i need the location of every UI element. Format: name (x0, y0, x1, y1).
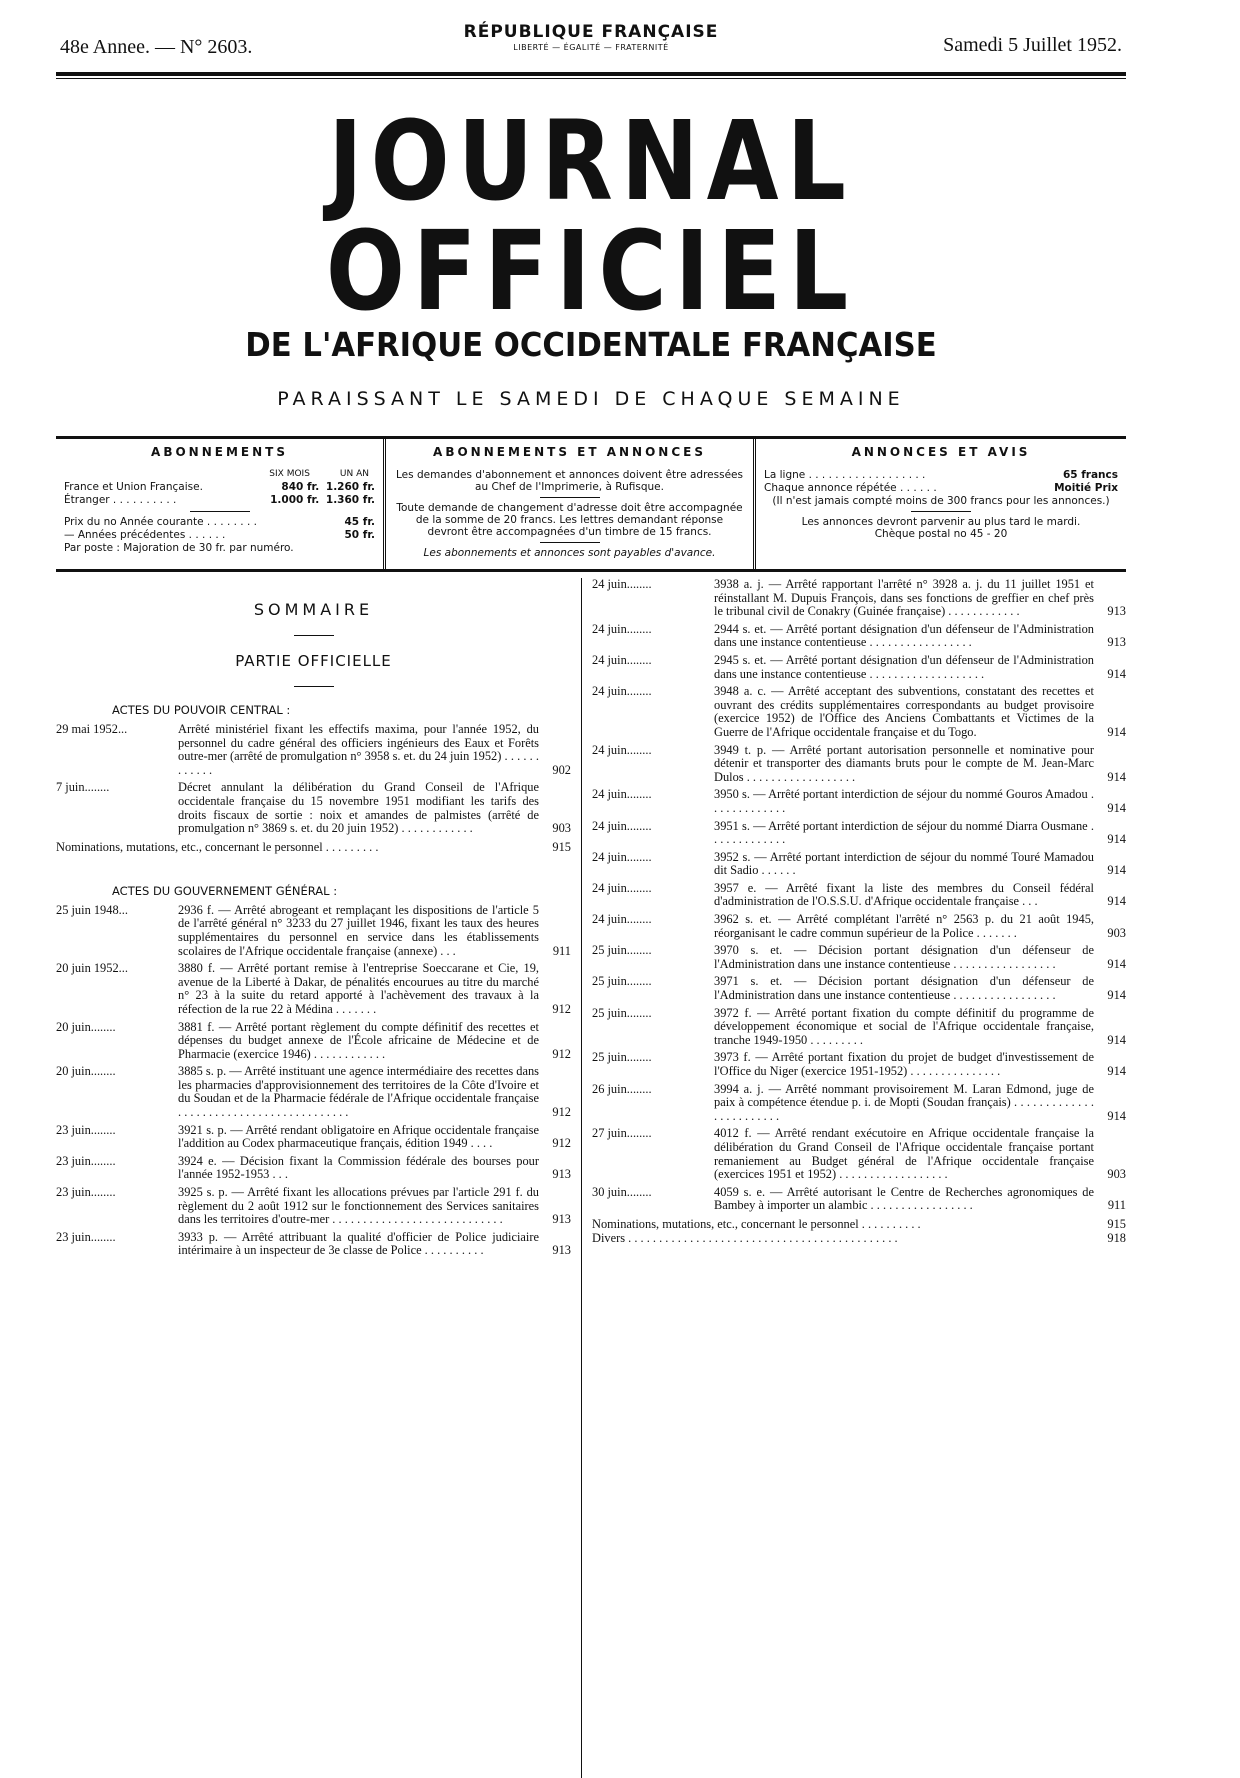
summary-entry (592, 1127, 1126, 1181)
divider (190, 511, 250, 512)
masthead-title: JOURNAL OFFICIEL (325, 97, 857, 335)
summary-title: SOMMAIRE (253, 600, 374, 619)
summary-entry (592, 882, 1126, 909)
top-header (56, 20, 1126, 70)
ads-note: (Il n'est jamais compté moins de 300 francs pour les annonces.) (772, 495, 1110, 507)
summary-entry (592, 744, 1126, 785)
subscription-box (56, 436, 1126, 572)
summary-entry (592, 1186, 1126, 1213)
summary-entry (592, 1007, 1126, 1048)
ads-title: ANNONCES ET AVIS (851, 445, 1031, 459)
summary-entry (56, 962, 571, 1016)
central-power-list (56, 723, 571, 836)
ads-postal: Chèque postal no 45 - 20 (874, 528, 1008, 540)
entry-date: 24 juin........ (592, 787, 652, 802)
summary-entry (592, 685, 1126, 739)
entry-page: 903 (552, 821, 571, 836)
entry-page: 911 (552, 943, 571, 958)
summary-entry (592, 1051, 1126, 1078)
part-title: PARTIE OFFICIELLE (235, 652, 392, 670)
subscription-row: Étranger . . . . . . . . . . 1.000 fr. 1.360 fr. (64, 494, 375, 506)
entry-page: 913 (1107, 604, 1126, 619)
entry-date: 24 juin........ (592, 880, 652, 895)
entry-date: 23 juin........ (56, 1229, 116, 1244)
summary-entry (592, 578, 1126, 619)
entry-date: 24 juin........ (592, 849, 652, 864)
divers-line: Divers . . . . . . . . . . . . . . . . . . . . . . . . . . . . . . . . . . . . . . . . . . . . 918 (592, 1230, 1126, 1245)
entry-date: 27 juin........ (592, 1126, 652, 1141)
entry-date: 29 mai 1952... (56, 722, 128, 736)
ads-column (756, 439, 1126, 569)
entry-page: 912 (552, 1105, 571, 1120)
entry-page: 903 (1107, 1167, 1126, 1182)
republic-motto: LIBERTÉ — ÉGALITÉ — FRATERNITÉ (513, 43, 669, 52)
summary-entry (592, 1083, 1126, 1124)
entry-page: 913 (552, 1167, 571, 1182)
entry-page: 912 (552, 1001, 571, 1016)
entry-page: 913 (552, 1243, 571, 1258)
entry-page: 914 (1107, 988, 1126, 1003)
entry-date: 25 juin........ (592, 974, 652, 989)
header-rule (56, 72, 1126, 76)
entry-page: 912 (552, 1136, 571, 1151)
entry-date: 26 juin........ (592, 1081, 652, 1096)
entry-text: 3933 p. — Arrêté attribuant la qualité d'officier de Police judiciaire intérimaire à un inspecteur de 3e classe de Police . . . . . . . . . . (178, 1229, 539, 1258)
entry-page: 914 (1107, 666, 1126, 681)
entry-text: 3880 f. — Arrêté portant remise à l'entreprise Soeccarane et Cie, 19, avenue de la Liberté à Dakar, de pénalités encourues au titre du marché n° 23 à la suite du retard apporté à l'achèvement des travaux à la réfection de la rue 22 à Médina . . . . . . . (178, 961, 539, 1016)
issue-number: 48e Annee. — N° 2603. (60, 36, 253, 58)
entry-page: 911 (1107, 1198, 1126, 1213)
summary-entry (592, 851, 1126, 878)
entry-text: 2936 f. — Arrêté abrogeant et remplaçant les dispositions de l'article 5 de l'arrêté général n° 3233 du 27 juillet 1946, fixant les taux des heures supplémentaires du personnel en service dans les établissements scolaires de l'Afrique occidentale française (annexe) . . . (178, 902, 539, 958)
entry-text: Décret annulant la délibération du Grand Conseil de l'Afrique occidentale française du 15 novembre 1951 modifiant les tarifs des droits fiscaux de sortie : noix et amandes de palmistes (arrêté de promulgation n° 3869 s. et. du 20 juin 1952) . . . . . . . . . . . . (178, 780, 539, 836)
summary-entry (592, 975, 1126, 1002)
entry-date: 23 juin........ (56, 1153, 116, 1168)
summary-entry (592, 788, 1126, 815)
subscription-col-headers (64, 469, 375, 479)
entry-date: 23 juin........ (56, 1122, 116, 1137)
entry-date: 24 juin........ (592, 684, 652, 699)
summary-entry (592, 654, 1126, 681)
ads-deadline: Les annonces devront parvenir au plus tard le mardi. (801, 516, 1081, 528)
ads-line-price: La ligne . . . . . . . . . . . . . . . . . . 65 francs (764, 469, 1118, 481)
entry-text: 3971 s. et. — Décision portant désignation d'un défenseur de l'Administration dans une instance contentieuse . . . . . . . . . . . . . . . . . (714, 974, 1094, 1003)
entry-text: 3957 e. — Arrêté fixant la liste des membres du Conseil fédéral d'administration de l'O.S.S.U. d'Afrique occidentale française . . . (714, 880, 1094, 909)
entry-date: 20 juin........ (56, 1064, 116, 1079)
entry-date: 25 juin........ (592, 943, 652, 958)
left-column (56, 578, 581, 1778)
ads-repeat-price: Chaque annonce répétée . . . . . . Moitié Prix (764, 482, 1118, 494)
summary-entry (56, 723, 571, 777)
entry-date: 24 juin........ (592, 577, 652, 591)
entry-page: 913 (552, 1212, 571, 1227)
entry-page: 913 (1107, 635, 1126, 650)
subs-ads-line1: Les demandes d'abonnement et annonces doivent être adressées au Chef de l'Imprimerie, à Rufisque. (396, 469, 743, 493)
entry-page: 903 (1107, 925, 1126, 940)
summary-entry (592, 623, 1126, 650)
entry-text: 3951 s. — Arrêté portant interdiction de séjour du nommé Diarra Ousmane . . . . . . . . . . . . . (714, 818, 1094, 847)
entry-text: 3948 a. c. — Arrêté acceptant des subventions, constatant des recettes et ouvrant des crédits supplémentaires correspondants au budget provisoire (exercice 1952) de l'Office des Anciens Combattants et Victimes de la Guerre de l'Afrique occidentale française et du Togo. (714, 684, 1094, 739)
entry-page: 914 (1107, 1108, 1126, 1123)
masthead-subtitle: DE L'AFRIQUE OCCIDENTALE FRANÇAISE (245, 325, 937, 364)
col-six-months: SIX MOIS (269, 469, 310, 479)
entry-text: 3921 s. p. — Arrêté rendant obligatoire en Afrique occidentale française l'addition au Codex pharmaceutique français, édition 1949 . . . . (178, 1122, 539, 1151)
subscriptions-column (56, 439, 386, 569)
summary-entry (592, 913, 1126, 940)
divider (540, 497, 600, 498)
masthead-tagline: PARAISSANT LE SAMEDI DE CHAQUE SEMAINE (277, 388, 905, 410)
entry-date: 24 juin........ (592, 912, 652, 927)
entry-text: 3972 f. — Arrêté portant fixation du compte définitif du programme de développement économique et social de l'Afrique occidentale française, tranche 1949-1950 . . . . . . . . . (714, 1005, 1094, 1047)
nominations-line: Nominations, mutations, etc., concernant le personnel . . . . . . . . . 915 (56, 839, 571, 854)
right-entries-list (592, 578, 1126, 1213)
postal-surcharge: Par poste : Majoration de 30 fr. par numéro. (64, 542, 294, 554)
entry-text: 3962 s. et. — Arrêté complétant l'arrêté n° 2563 p. du 21 août 1945, réorganisant le cadre commun supérieur de la Police . . . . . . . (714, 912, 1094, 940)
entry-text: 4012 f. — Arrêté rendant exécutoire en Afrique occidentale française la délibération du Grand Conseil de l'Afrique occidentale française portant remaniement au Budget général de l'Afrique occidentale française (exercices 1951 et 1952) . . . . . . . . . . . . . . . . . . (714, 1126, 1094, 1182)
summary-entry (592, 944, 1126, 971)
entry-date: 24 juin........ (592, 818, 652, 833)
entry-text: 3885 s. p. — Arrêté instituant une agence intermédiaire des recettes dans les pharmacies d'approvisionnement des territoires de la Côte d'Ivoire et du Soudan et de la Pharmacie fédérale de l'Afrique occidentale française . . . . . . . . . . . . . . . . . . . . . . . . . . . . (178, 1064, 539, 1120)
summary-entry (56, 904, 571, 958)
subs-ads-column (386, 439, 756, 569)
header-rule-thin (56, 78, 1126, 79)
divider (294, 686, 334, 687)
entry-date: 23 juin........ (56, 1185, 116, 1200)
entry-date: 25 juin 1948... (56, 902, 128, 917)
entry-date: 25 juin........ (592, 1050, 652, 1065)
entry-date: 7 juin........ (56, 780, 110, 795)
entry-page: 912 (552, 1046, 571, 1061)
subscriptions-title: ABONNEMENTS (151, 445, 288, 459)
price-current: Prix du no Année courante . . . . . . . . 45 fr. (64, 516, 375, 528)
entry-page: 914 (1107, 894, 1126, 909)
entry-text: 2945 s. et. — Arrêté portant désignation d'un défenseur de l'Administration dans une instance contentieuse . . . . . . . . . . . . . . . . . . . (714, 652, 1094, 681)
issue-date: Samedi 5 Juillet 1952. (943, 34, 1122, 56)
summary-entry (56, 1065, 571, 1119)
entry-text: 3949 t. p. — Arrêté portant autorisation personnelle et nominative pour détenir et transporter des diamants bruts pour le compte de M. Jean-Marc Dulos . . . . . . . . . . . . . . . . . . (714, 742, 1094, 784)
entry-page: 914 (1107, 800, 1126, 815)
summary-entry (56, 781, 571, 835)
entry-page: 902 (552, 762, 571, 777)
entry-date: 20 juin........ (56, 1019, 116, 1034)
entry-date: 24 juin........ (592, 621, 652, 636)
nominations-line: Nominations, mutations, etc., concernant le personnel . . . . . . . . . . 915 (592, 1216, 1126, 1231)
summary-entry (56, 1124, 571, 1151)
entry-text: 3938 a. j. — Arrêté rapportant l'arrêté n° 3928 a. j. du 11 juillet 1951 et réinstallant M. Dupuis François, dans ses fonctions de greffier en chef près le tribunal civil de Conakry (Guinée française) . . . . . . . . . . . . (714, 577, 1094, 619)
summary-entry (56, 1231, 571, 1258)
divider (294, 635, 334, 636)
entry-date: 30 juin........ (592, 1184, 652, 1199)
subscription-row: France et Union Française. 840 fr. 1.260 fr. (64, 481, 375, 493)
entry-page: 914 (1107, 863, 1126, 878)
summary-entry (56, 1186, 571, 1227)
entry-page: 914 (1107, 1064, 1126, 1078)
journal-page (56, 20, 1126, 1720)
entry-text: Arrêté ministériel fixant les effectifs maxima, pour l'année 1952, du personnel du cadre général des officiers ingénieurs des Eaux et Forêts outre-mer (arrêté de promulgation n° 3958 s. et. du 24 juin 1952) . . . . . . . . . . . . (178, 722, 539, 777)
section-general-government: ACTES DU GOUVERNEMENT GÉNÉRAL : (112, 883, 338, 898)
summary-entry (592, 820, 1126, 847)
subs-ads-line3: Les abonnements et annonces sont payables d'avance. (423, 547, 716, 559)
entry-text: 3994 a. j. — Arrêté nommant provisoirement M. Laran Edmond, juge de paix à compétence étendue p. i. de Mopti (Soudan français) . . . . . . . . . . . . . . . . . . . . . . . . (714, 1081, 1094, 1123)
summary-entry (56, 1155, 571, 1182)
entry-text: 3924 e. — Décision fixant la Commission fédérale des bourses pour l'année 1952-1953 . . . (178, 1153, 539, 1182)
divider (911, 511, 971, 512)
entry-page: 914 (1107, 956, 1126, 971)
entry-text: 3950 s. — Arrêté portant interdiction de séjour du nommé Gouros Amadou . . . . . . . . . . . . . (714, 787, 1094, 815)
col-one-year: UN AN (339, 469, 369, 479)
summary-body (56, 578, 1126, 1778)
entry-date: 20 juin 1952... (56, 961, 128, 976)
entry-text: 4059 s. e. — Arrêté autorisant le Centre de Recherches agronomiques de Bambey à importer un alambic . . . . . . . . . . . . . . . . . (714, 1184, 1094, 1213)
section-central-power: ACTES DU POUVOIR CENTRAL : (112, 703, 291, 717)
general-government-list (56, 904, 571, 1258)
entry-text: 2944 s. et. — Arrêté portant désignation d'un défenseur de l'Administration dans une instance contentieuse . . . . . . . . . . . . . . . . . (714, 621, 1094, 650)
entry-page: 914 (1107, 832, 1126, 847)
summary-entry (56, 1021, 571, 1062)
entry-text: 3881 f. — Arrêté portant règlement du compte définitif des recettes et dépenses du budget annexe de l'École africaine de Médecine et de Pharmacie (exercice 1946) . . . . . . . . . . . . (178, 1019, 539, 1061)
divider (540, 542, 600, 543)
price-previous: — Années précédentes . . . . . . 50 fr. (64, 529, 375, 541)
subs-ads-line2: Toute demande de changement d'adresse doit être accompagnée de la somme de 20 francs. Les lettres demandant réponse devront être accompagnées d'un timbre de 15 francs. (396, 502, 743, 538)
entry-page: 914 (1107, 724, 1126, 739)
entry-page: 914 (1107, 769, 1126, 784)
entry-page: 914 (1107, 1032, 1126, 1047)
entry-date: 24 juin........ (592, 652, 652, 667)
entry-text: 3952 s. — Arrêté portant interdiction de séjour du nommé Touré Mamadou dit Sadio . . . . . . (714, 849, 1094, 878)
entry-text: 3970 s. et. — Décision portant désignation d'un défenseur de l'Administration dans une instance contentieuse . . . . . . . . . . . . . . . . . (714, 943, 1094, 971)
entry-text: 3925 s. p. — Arrêté fixant les allocations prévues par l'article 291 f. du règlement du 2 août 1912 sur le fonctionnement des Services sanitaires dans les territoires d'outre-mer . . . . . . . . . . . . . . . . . . . . . . . . . . . . (178, 1185, 539, 1227)
republic-title: RÉPUBLIQUE FRANÇAISE (463, 22, 719, 42)
entry-text: 3973 f. — Arrêté portant fixation du projet de budget d'investissement de l'Office du Niger (exercice 1951-1952) . . . . . . . . . . . . . . . (714, 1050, 1094, 1078)
entry-date: 25 juin........ (592, 1005, 652, 1020)
entry-date: 24 juin........ (592, 742, 652, 757)
subs-ads-title: ABONNEMENTS ET ANNONCES (433, 445, 706, 459)
right-column (581, 578, 1126, 1778)
